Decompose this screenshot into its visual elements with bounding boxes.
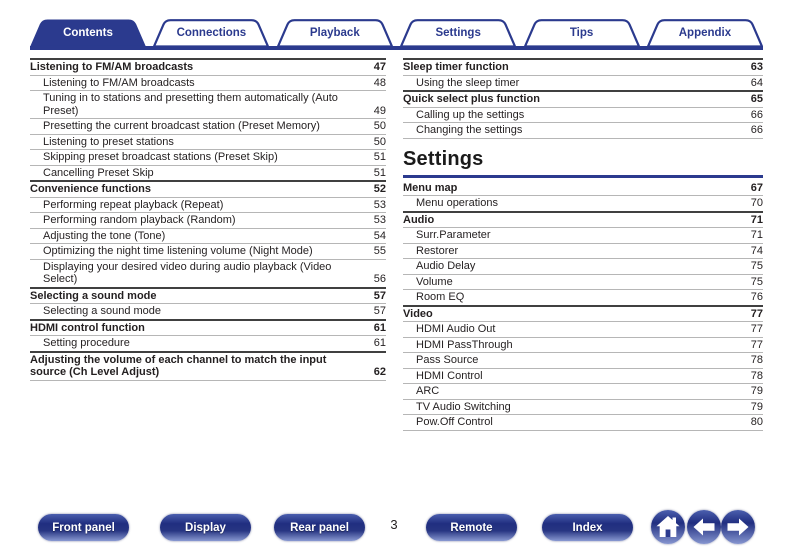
index-button[interactable]: Index bbox=[542, 514, 633, 541]
toc-entry-title: Changing the settings bbox=[416, 124, 523, 136]
toc-entry-title: Pow.Off Control bbox=[416, 416, 493, 428]
toc-entry-page: 50 bbox=[373, 135, 386, 148]
toc-entry-title: Quick select plus function bbox=[403, 93, 540, 105]
toc-entry-title: Skipping preset broadcast stations (Preset Skip) bbox=[43, 151, 278, 163]
toc-entry[interactable] bbox=[30, 119, 386, 135]
toc-entry-page: 79 bbox=[750, 385, 763, 397]
display-button[interactable]: Display bbox=[160, 514, 251, 541]
toc-entry-page: 77 bbox=[750, 307, 763, 320]
toc-entry-page: 67 bbox=[750, 181, 763, 194]
toc-entry-page: 51 bbox=[373, 151, 386, 163]
toc-entry-title: Restorer bbox=[416, 244, 459, 257]
toc-entry[interactable] bbox=[30, 180, 386, 198]
arrow-left-glyph bbox=[687, 510, 721, 544]
arrow-left-icon[interactable] bbox=[687, 510, 721, 544]
toc-entry-title: Video bbox=[403, 307, 433, 320]
toc-entry[interactable] bbox=[30, 229, 386, 245]
toc-entry[interactable] bbox=[403, 369, 763, 385]
toc-entry-title: Adjusting the volume of each channel to match the input source (Ch Level Adjust) bbox=[30, 353, 327, 378]
toc-entry-title: Performing repeat playback (Repeat) bbox=[43, 198, 224, 211]
toc-entry[interactable] bbox=[403, 259, 763, 275]
tab-settings[interactable] bbox=[400, 19, 516, 47]
toc-entry-page: 53 bbox=[373, 198, 386, 211]
toc-entry[interactable] bbox=[403, 90, 763, 108]
toc-entry-title: Menu operations bbox=[416, 197, 498, 209]
toc-entry-page: 61 bbox=[373, 321, 386, 334]
toc-entry-page: 78 bbox=[750, 369, 763, 382]
toc-entry-page: 77 bbox=[750, 323, 763, 335]
tab-contents[interactable] bbox=[30, 19, 146, 47]
toc-entry[interactable] bbox=[403, 400, 763, 416]
toc-entry-title: HDMI Audio Out bbox=[416, 323, 496, 335]
toc-entry-title: Presetting the current broadcast station (Preset Memory) bbox=[43, 120, 320, 132]
toc-entry-title: Cancelling Preset Skip bbox=[43, 166, 154, 179]
toc-entry-title: Tuning in to stations and presetting them automatically (Auto Preset) bbox=[43, 92, 338, 117]
toc-entry-page: 61 bbox=[373, 337, 386, 349]
toc-entry-page: 66 bbox=[750, 124, 763, 136]
toc-entry-page: 48 bbox=[373, 76, 386, 89]
tab-label: Tips bbox=[569, 26, 594, 39]
toc-entry[interactable] bbox=[30, 150, 386, 166]
toc-entry[interactable] bbox=[30, 260, 386, 287]
toc-entry[interactable] bbox=[30, 76, 386, 92]
arrow-right-glyph bbox=[721, 510, 755, 544]
toc-entry-title: ARC bbox=[416, 385, 440, 397]
toc-list-right-top bbox=[403, 58, 763, 139]
toc-entry-title: HDMI PassThrough bbox=[416, 338, 513, 351]
toc-entry-title: Adjusting the tone (Tone) bbox=[43, 229, 166, 242]
toc-entry[interactable] bbox=[30, 244, 386, 260]
tab-tips[interactable] bbox=[524, 19, 640, 47]
toc-entry[interactable] bbox=[403, 181, 763, 197]
front-panel-button[interactable]: Front panel bbox=[38, 514, 129, 541]
toc-entry-page: 63 bbox=[750, 61, 763, 73]
toc-entry-page: 79 bbox=[750, 400, 763, 413]
toc-entry-page: 64 bbox=[750, 76, 763, 89]
toc-entry[interactable] bbox=[30, 351, 386, 381]
tab-label: Appendix bbox=[678, 26, 732, 39]
toc-entry-title: Sleep timer function bbox=[403, 61, 509, 73]
toc-entry-title: Performing random playback (Random) bbox=[43, 214, 236, 226]
toc-entry-title: Setting procedure bbox=[43, 337, 130, 349]
toc-entry-title: HDMI control function bbox=[30, 321, 145, 334]
toc-entry-page: 52 bbox=[373, 183, 386, 195]
toc-entry-title: Convenience functions bbox=[30, 183, 152, 195]
tab-label: Playback bbox=[309, 26, 360, 39]
toc-entry[interactable] bbox=[403, 305, 763, 323]
toc-entry-page: 75 bbox=[750, 275, 763, 288]
toc-entry[interactable] bbox=[30, 336, 386, 351]
toc-entry-title: Calling up the settings bbox=[416, 108, 525, 121]
home-icon-glyph bbox=[651, 510, 685, 544]
toc-entry-page: 54 bbox=[373, 229, 386, 242]
toc-entry[interactable] bbox=[403, 196, 763, 211]
toc-entry-page: 74 bbox=[750, 244, 763, 257]
toc-entry-page: 65 bbox=[750, 93, 763, 105]
toc-entry[interactable] bbox=[30, 166, 386, 181]
toc-entry-page: 53 bbox=[373, 214, 386, 226]
toc-entry-title: Audio Delay bbox=[416, 260, 476, 272]
tab-connections[interactable] bbox=[153, 19, 269, 47]
toc-entry-page: 75 bbox=[750, 260, 763, 272]
remote-button[interactable]: Remote bbox=[426, 514, 517, 541]
toc-entry-title: Volume bbox=[416, 275, 453, 288]
toc-entry[interactable] bbox=[403, 244, 763, 260]
toc-entry-title: Listening to FM/AM broadcasts bbox=[43, 76, 195, 89]
toc-entry-page: 56 bbox=[373, 273, 386, 285]
arrow-right-icon[interactable] bbox=[721, 510, 755, 544]
toc-entry[interactable] bbox=[30, 58, 386, 76]
toc-entry-page: 71 bbox=[750, 229, 763, 241]
toc-entry-page: 57 bbox=[373, 305, 386, 317]
toc-entry-page: 47 bbox=[373, 61, 386, 73]
toc-entry[interactable] bbox=[30, 135, 386, 151]
home-icon[interactable] bbox=[651, 510, 685, 544]
toc-entry-title: Optimizing the night time listening volume (Night Mode) bbox=[43, 245, 313, 257]
toc-entry-page: 80 bbox=[750, 416, 763, 428]
toc-entry-title: Audio bbox=[403, 213, 435, 226]
toc-entry-title: Selecting a sound mode bbox=[43, 305, 162, 317]
toc-entry-page: 66 bbox=[750, 108, 763, 121]
toc-entry[interactable] bbox=[403, 108, 763, 124]
tab-label: Connections bbox=[176, 26, 247, 39]
page-number: 3 bbox=[390, 517, 398, 532]
toc-column-right bbox=[403, 58, 763, 431]
toc-entry[interactable] bbox=[30, 319, 386, 337]
toc-entry[interactable] bbox=[403, 275, 763, 291]
toc-entry-page: 78 bbox=[750, 354, 763, 366]
toc-entry[interactable] bbox=[30, 198, 386, 214]
toc-entry-page: 70 bbox=[750, 197, 763, 209]
toc-entry-title: Room EQ bbox=[416, 291, 465, 303]
toc-entry[interactable] bbox=[403, 123, 763, 139]
toc-entry[interactable] bbox=[403, 76, 763, 91]
toc-entry-page: 49 bbox=[373, 104, 386, 117]
tab-playback[interactable] bbox=[277, 19, 393, 47]
toc-entry[interactable] bbox=[403, 322, 763, 338]
toc-entry-title: Using the sleep timer bbox=[416, 76, 520, 89]
toc-entry-page: 62 bbox=[373, 366, 386, 378]
toc-entry-title: Listening to FM/AM broadcasts bbox=[30, 61, 194, 73]
toc-entry-title: Menu map bbox=[403, 181, 458, 194]
toc-entry-title: Listening to preset stations bbox=[43, 135, 174, 148]
toc-entry-title: TV Audio Switching bbox=[416, 400, 511, 413]
rear-panel-button[interactable]: Rear panel bbox=[274, 514, 365, 541]
section-title: Settings bbox=[403, 147, 484, 170]
toc-entry-page: 55 bbox=[373, 245, 386, 257]
toc-entry-title: Pass Source bbox=[416, 354, 479, 366]
tab-label: Contents bbox=[63, 26, 113, 39]
toc-entry-title: Displaying your desired video during audio playback (Video Select) bbox=[43, 260, 332, 285]
section-rule bbox=[403, 175, 763, 178]
toc-entry[interactable] bbox=[403, 58, 763, 76]
toc-entry-page: 76 bbox=[750, 291, 763, 303]
tab-bar bbox=[30, 19, 763, 47]
toc-entry[interactable] bbox=[403, 353, 763, 369]
toc-entry-page: 57 bbox=[373, 289, 386, 302]
toc-entry-page: 77 bbox=[750, 338, 763, 351]
toc-entry[interactable] bbox=[30, 287, 386, 305]
toc-entry-title: HDMI Control bbox=[416, 369, 483, 382]
toc-entry[interactable] bbox=[403, 211, 763, 229]
toc-entry-page: 50 bbox=[373, 120, 386, 132]
toc-entry[interactable] bbox=[30, 304, 386, 319]
toc-entry[interactable] bbox=[403, 228, 763, 244]
tab-appendix[interactable] bbox=[647, 19, 763, 47]
toc-entry-title: Selecting a sound mode bbox=[30, 289, 157, 302]
toc-list-right-settings bbox=[403, 181, 763, 431]
toc-entry-title: Surr.Parameter bbox=[416, 229, 491, 241]
toc-entry[interactable] bbox=[30, 213, 386, 229]
toc-entry[interactable] bbox=[30, 91, 386, 119]
toc-column-left bbox=[30, 58, 386, 381]
toc-entry[interactable] bbox=[403, 384, 763, 400]
toc-entry[interactable] bbox=[403, 338, 763, 354]
toc-entry[interactable] bbox=[403, 415, 763, 431]
toc-entry-page: 51 bbox=[373, 166, 386, 179]
toc-entry[interactable] bbox=[403, 290, 763, 305]
tab-label: Settings bbox=[435, 26, 481, 39]
toc-entry-page: 71 bbox=[750, 213, 763, 226]
